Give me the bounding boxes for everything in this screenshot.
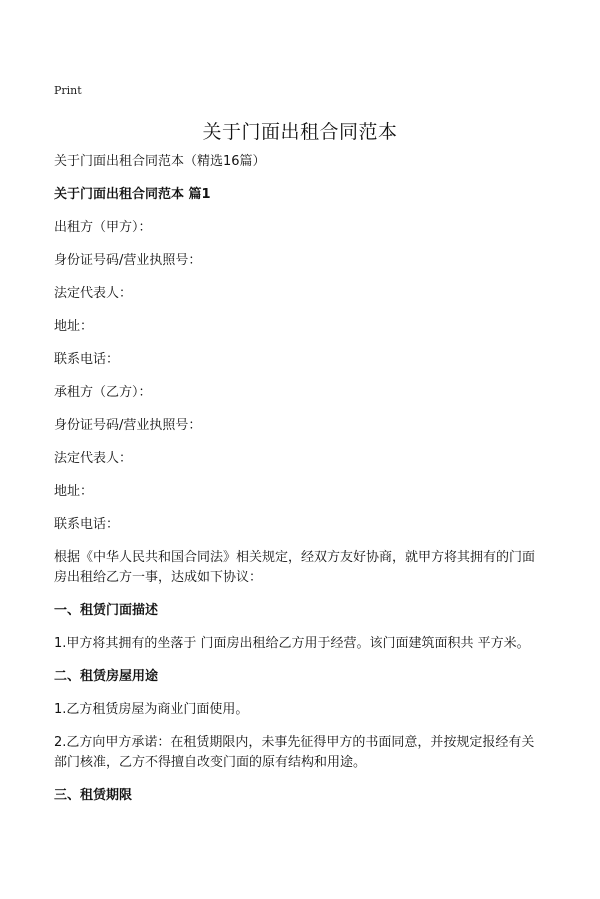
paragraph-1: 1.甲方将其拥有的坐落于 门面房出租给乙方用于经营。该门面建筑面积共 平方米。 xyxy=(54,636,530,651)
document-title: 关于门面出租合同范本 xyxy=(202,121,398,143)
lessee-phone-field: 联系电话： xyxy=(54,517,120,532)
lessor-address-field: 地址： xyxy=(54,319,94,334)
paragraph-2: 1.乙方租赁房屋为商业门面使用。 xyxy=(54,702,249,717)
document-body xyxy=(54,152,546,819)
section-title: 关于门面出租合同范本 篇1 xyxy=(54,187,211,202)
document-subtitle: 关于门面出租合同范本（精选16篇） xyxy=(54,154,266,169)
lessor-rep-field: 法定代表人： xyxy=(54,286,133,301)
heading-1: 一、租赁门面描述 xyxy=(54,603,159,618)
intro-paragraph: 根据《中华人民共和国合同法》相关规定，经双方友好协商，就甲方将其拥有的门面房出租给乙方一事，达成如下协议： xyxy=(54,550,536,585)
lessee-id-field: 身份证号码/营业执照号： xyxy=(54,418,202,433)
heading-3: 三、租赁期限 xyxy=(54,788,133,803)
lessor-field: 出租方（甲方）： xyxy=(54,220,152,235)
print-label: Print xyxy=(54,84,82,97)
lessee-address-field: 地址： xyxy=(54,484,94,499)
lessee-rep-field: 法定代表人： xyxy=(54,451,133,466)
heading-2: 二、租赁房屋用途 xyxy=(54,669,159,684)
paragraph-3: 2.乙方向甲方承诺：在租赁期限内，未事先征得甲方的书面同意，并按规定报经有关部门核准，乙方不得擅自改变门面的原有结构和用途。 xyxy=(54,735,535,770)
lessor-phone-field: 联系电话： xyxy=(54,352,120,367)
lessor-id-field: 身份证号码/营业执照号： xyxy=(54,253,202,268)
lessee-field: 承租方（乙方）： xyxy=(54,385,152,400)
